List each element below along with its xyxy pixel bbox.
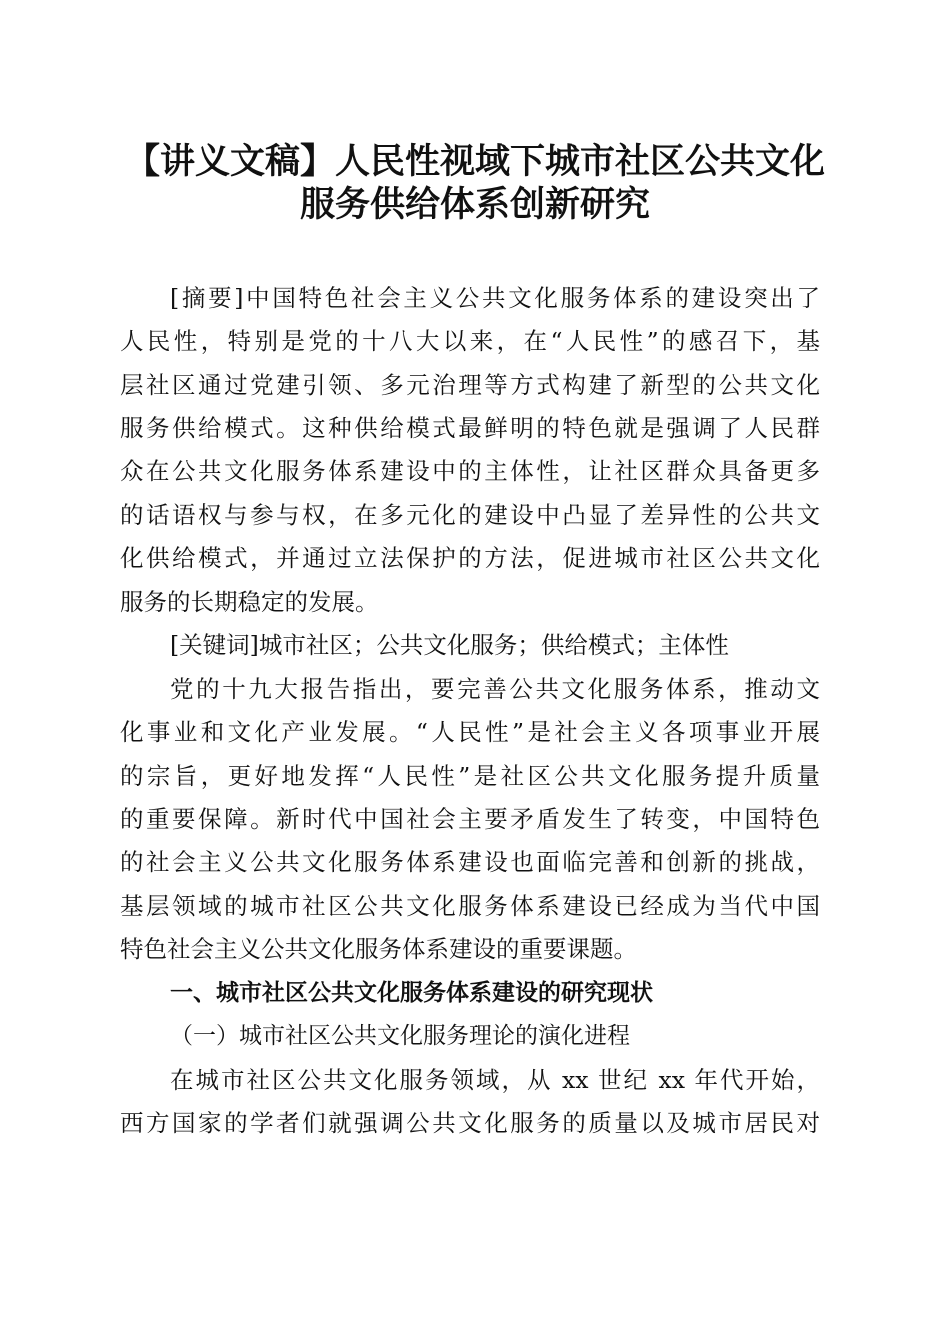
abstract-line: 人民性，特别是党的十八大以来，在“人民性”的感召下，基 bbox=[120, 327, 820, 355]
intro-line: 化事业和文化产业发展。“人民性”是社会主义各项事业开展 bbox=[120, 718, 820, 746]
intro-line: 的社会主义公共文化服务体系建设也面临完善和创新的挑战， bbox=[120, 848, 820, 876]
abstract-line: 的话语权与参与权，在多元化的建设中凸显了差异性的公共文 bbox=[120, 501, 820, 529]
section-heading: 一、城市社区公共文化服务体系建设的研究现状 bbox=[170, 980, 653, 1006]
abstract-line: 层社区通过党建引领、多元治理等方式构建了新型的公共文化 bbox=[120, 371, 820, 399]
document-title-line-1: 【讲义文稿】人民性视域下城市社区公共文化 bbox=[124, 142, 825, 182]
abstract-line: 服务供给模式。这种供给模式最鲜明的特色就是强调了人民群 bbox=[120, 414, 820, 442]
abstract-line: [摘要]中国特色社会主义公共文化服务体系的建设突出了 bbox=[170, 284, 820, 312]
intro-line-last: 特色社会主义公共文化服务体系建设的重要课题。 bbox=[120, 935, 637, 963]
intro-line: 的重要保障。新时代中国社会主要矛盾发生了转变，中国特色 bbox=[120, 805, 820, 833]
body-line: 西方国家的学者们就强调公共文化服务的质量以及城市居民对 bbox=[120, 1109, 820, 1137]
intro-line: 基层领域的城市社区公共文化服务体系建设已经成为当代中国 bbox=[120, 892, 820, 920]
intro-line: 党的十九大报告指出，要完善公共文化服务体系，推动文 bbox=[170, 675, 820, 703]
abstract-line: 众在公共文化服务体系建设中的主体性，让社区群众具备更多 bbox=[120, 457, 820, 485]
document-title-line-2: 服务供给体系创新研究 bbox=[299, 185, 650, 225]
keywords-line: [关键词]城市社区；公共文化服务；供给模式；主体性 bbox=[170, 631, 729, 659]
body-line: 在城市社区公共文化服务领域，从 xx 世纪 xx 年代开始， bbox=[170, 1066, 820, 1094]
abstract-line: 化供给模式，并通过立法保护的方法，促进城市社区公共文化 bbox=[120, 544, 820, 572]
subsection-heading: （一）城市社区公共文化服务理论的演化进程 bbox=[170, 1023, 630, 1049]
intro-line: 的宗旨，更好地发挥“人民性”是社区公共文化服务提升质量 bbox=[120, 762, 820, 790]
abstract-line-last: 服务的长期稳定的发展。 bbox=[120, 588, 379, 616]
